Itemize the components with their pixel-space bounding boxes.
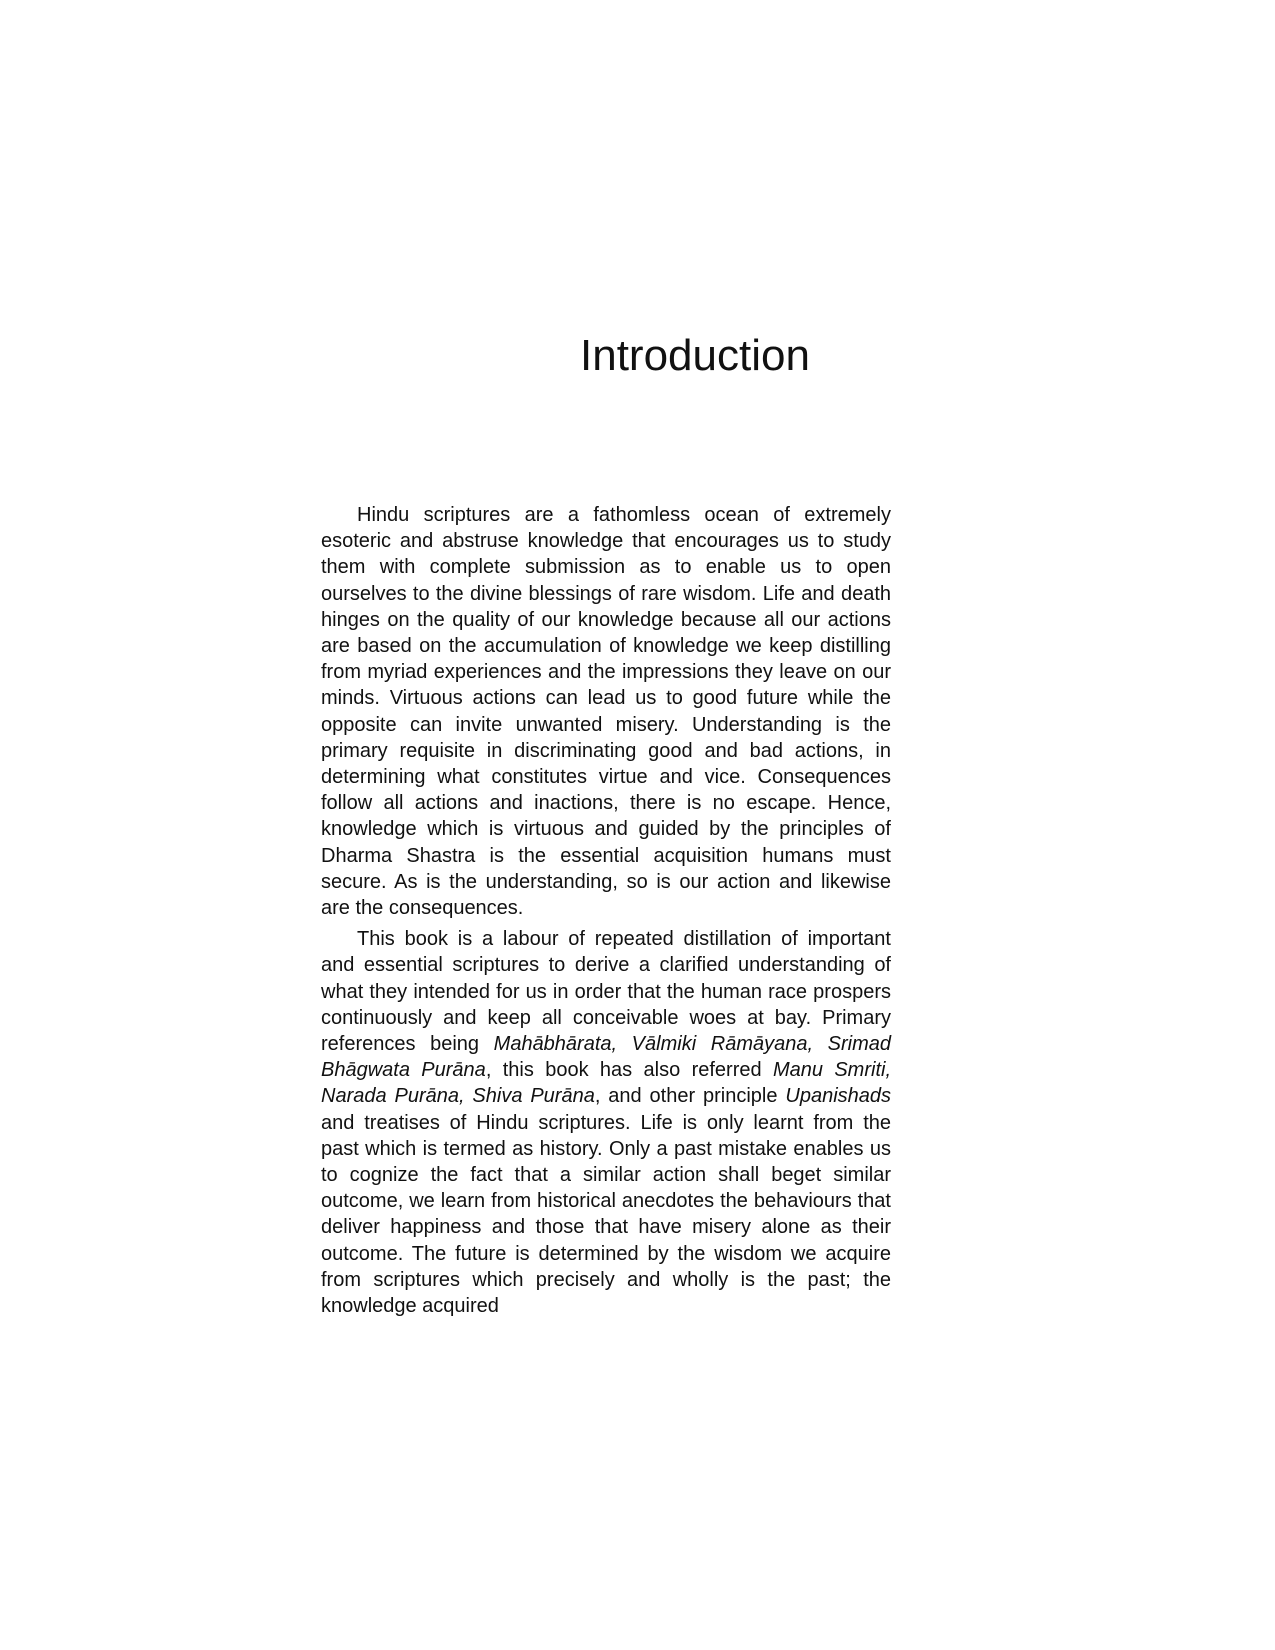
paragraph-2-italic-works-2: Manu Smriti, Narada Purāna, Shiva Purāna — [321, 1059, 891, 1108]
chapter-body — [321, 502, 891, 1324]
paragraph-2-text-3: , and other principle — [594, 1085, 786, 1108]
paragraph-2-text-2: , this book has also referred — [485, 1059, 773, 1082]
paragraph-2-italic-upanishads: Upanishads — [785, 1085, 891, 1108]
paragraph-2-text-1: This book is a labour of repeated distillation of important and essential scriptures to derive a clarified understanding of what they intended for us in order that the human race prospers continuously and keep all conceivable woes at bay. Primary references being — [321, 928, 891, 1056]
paragraph-1 — [321, 502, 891, 921]
paragraph-1-text: Hindu scriptures are a fathomless ocean of extremely esoteric and abstruse knowledge that encourages us to study them with complete submission as to enable us to open ourselves to the divine blessings of rare wisdom. Life and death hinges on the quality of our knowledge because all our actions are based on the accumulation of knowledge we keep distilling from myriad experiences and the impressions they leave on our minds. Virtuous actions can lead us to good future while the opposite can invite unwanted misery. Understanding is the primary requisite in discriminating good and bad actions, in determining what constitutes virtue and vice. Consequences follow all actions and inactions, there is no escape. Hence, knowledge which is virtuous and guided by the principles of Dharma Shastra is the essential acquisition humans must secure. As is the understanding, so is our action and likewise are the consequences. — [321, 504, 891, 920]
paragraph-2-italic-works-1: Mahābhārata, Vālmiki Rāmāyana, Srimad Bhāgwata Purāna — [321, 1033, 891, 1082]
paragraph-2 — [321, 926, 891, 1319]
chapter-title: Introduction — [580, 331, 810, 380]
paragraph-2-text-4: and treatises of Hindu scriptures. Life is only learnt from the past which is termed as history. Only a past mistake enables us to cognize the fact that a similar action shall beget similar outcome, we learn from historical anecdotes the behaviours that deliver happiness and those that have misery alone as their outcome. The future is determined by the wisdom we acquire from scriptures which precisely and wholly is the past; the knowledge acquired — [321, 1111, 891, 1318]
